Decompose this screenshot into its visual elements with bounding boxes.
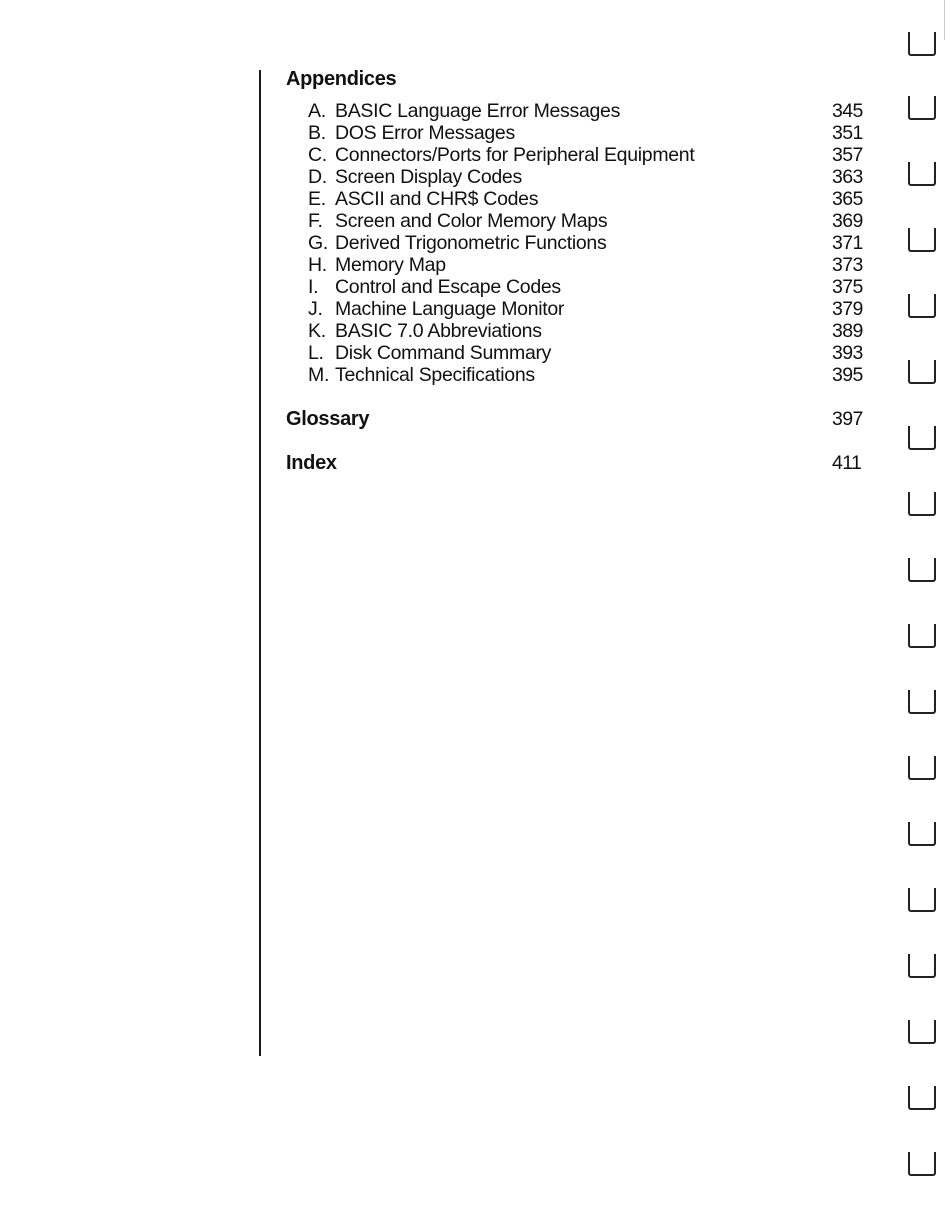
entry-letter: B. [308,122,326,144]
entry-page: 363 [832,166,863,188]
entry-title: DOS Error Messages [335,122,515,144]
entry-letter: L. [308,342,324,364]
binder-hole [908,756,936,780]
toc-entry-c[interactable] [308,144,868,166]
toc-entry-l[interactable] [308,342,868,364]
binder-hole [908,32,936,56]
entry-letter: J. [308,298,323,320]
entry-title: BASIC Language Error Messages [335,100,621,122]
entry-title: Technical Specifications [335,364,535,386]
toc-entry-i[interactable] [308,276,868,298]
entry-title: Machine Language Monitor [335,298,565,320]
binder-hole [908,492,936,516]
toc-entry-h[interactable] [308,254,868,276]
binder-holes [900,0,950,1217]
entry-title: Control and Escape Codes [335,276,561,298]
page-edge [944,0,945,40]
toc-entry-g[interactable] [308,232,868,254]
binder-hole [908,426,936,450]
entry-title: BASIC 7.0 Abbreviations [335,320,542,342]
binder-hole [908,1020,936,1044]
margin-rule [259,70,261,1056]
binder-hole [908,888,936,912]
toc-entry-f[interactable] [308,210,868,232]
toc-entry-j[interactable] [308,298,868,320]
entry-page: 379 [832,298,863,320]
entry-page: 371 [832,232,863,254]
entry-letter: H. [308,254,327,276]
entry-letter: K. [308,320,326,342]
binder-hole [908,954,936,978]
entry-letter: C. [308,144,327,166]
binder-hole [908,558,936,582]
entry-letter: D. [308,166,327,188]
toc-entry-a[interactable] [308,100,868,122]
toc-entry-e[interactable] [308,188,868,210]
binder-hole [908,96,936,120]
toc-entry-b[interactable] [308,122,868,144]
index-page: 411 [832,452,862,474]
entry-page: 389 [832,320,863,342]
entry-page: 365 [832,188,863,210]
entry-letter: I. [308,276,319,298]
toc-entry-k[interactable] [308,320,868,342]
entry-title: Screen Display Codes [335,166,522,188]
binder-hole [908,822,936,846]
entry-letter: A. [308,100,326,122]
appendices-heading: Appendices [286,68,397,90]
entry-title: Memory Map [335,254,446,276]
entry-page: 393 [832,342,863,364]
index-heading[interactable]: Index [286,452,337,474]
entry-title: Disk Command Summary [335,342,552,364]
entry-page: 351 [832,122,863,144]
entry-page: 369 [832,210,863,232]
entry-page: 345 [832,100,863,122]
entry-letter: E. [308,188,326,210]
binder-hole [908,1086,936,1110]
entry-page: 375 [832,276,863,298]
binder-hole [908,1152,936,1176]
entry-page: 395 [832,364,863,386]
binder-hole [908,294,936,318]
entry-title: Connectors/Ports for Peripheral Equipment [335,144,695,166]
binder-hole [908,624,936,648]
entry-title: Derived Trigonometric Functions [335,232,607,254]
entry-page: 357 [832,144,863,166]
glossary-heading[interactable]: Glossary [286,408,370,430]
entry-page: 373 [832,254,863,276]
binder-hole [908,228,936,252]
entry-letter: F. [308,210,323,232]
toc-entry-m[interactable] [308,364,868,386]
entry-letter: G. [308,232,328,254]
binder-hole [908,690,936,714]
entry-title: ASCII and CHR$ Codes [335,188,539,210]
entry-title: Screen and Color Memory Maps [335,210,608,232]
binder-hole [908,360,936,384]
binder-hole [908,162,936,186]
glossary-page: 397 [832,408,863,430]
toc-entry-d[interactable] [308,166,868,188]
entry-letter: M. [308,364,330,386]
